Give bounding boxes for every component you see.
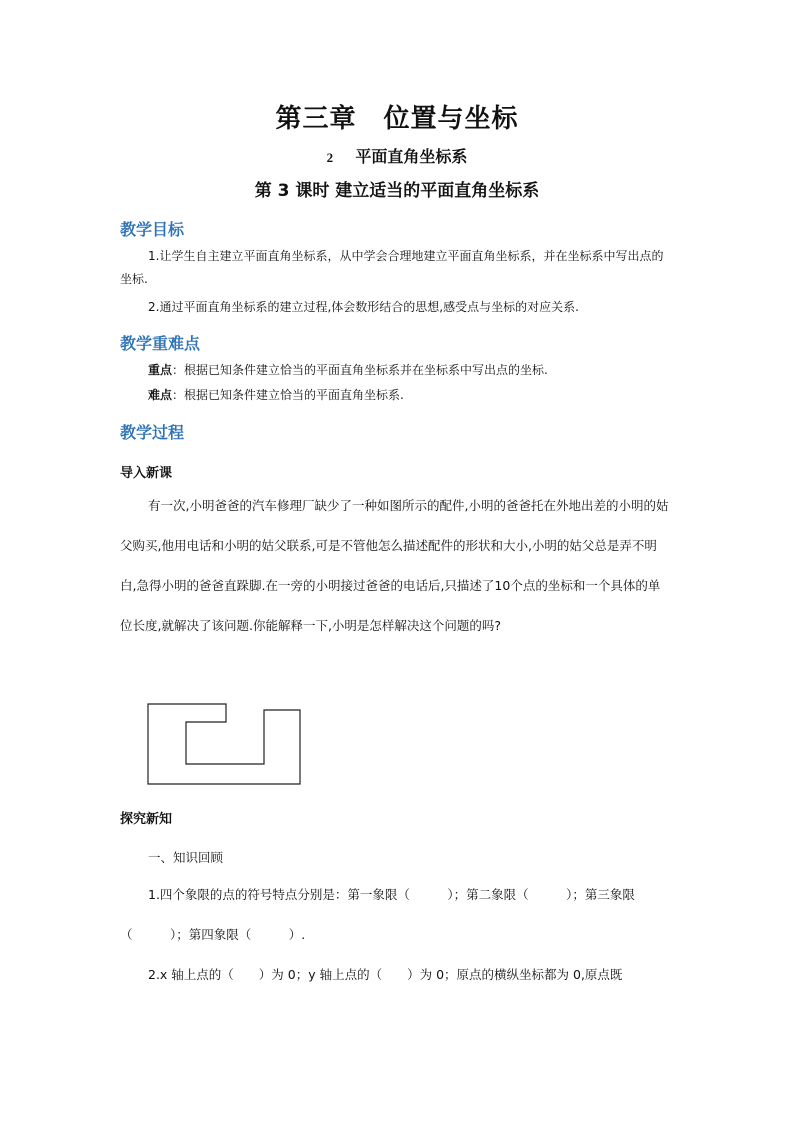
key-point <box>120 359 672 382</box>
hard-point <box>120 384 672 407</box>
goal-item-1: 1.让学生自主建立平面直角坐标系，从中学会合理地建立平面直角坐标系，并在坐标系中写出点的坐标. <box>120 249 664 286</box>
key-point-text: ：根据已知条件建立恰当的平面直角坐标系并在坐标系中写出点的坐标. <box>172 363 548 377</box>
lesson-title: 第 3 课时 建立适当的平面直角坐标系 <box>254 181 540 201</box>
part-figure <box>146 702 304 788</box>
section-title <box>0 144 794 167</box>
process-heading: 教学过程 <box>120 423 185 442</box>
chapter-title: 第三章 位置与坐标 <box>275 104 519 134</box>
section-number: 2 <box>326 150 334 165</box>
goal-item-2: 2.通过平面直角坐标系的建立过程,体会数形结合的思想,感受点与坐标的对应关系. <box>148 300 579 314</box>
part-outline <box>148 704 300 784</box>
intro-paragraph: 有一次,小明爸爸的汽车修理厂缺少了一种如图所示的配件,小明的爸爸托在外地出差的小明的姑父购买,他用电话和小明的姑父联系,可是不管他怎么描述配件的形状和大小,小明的姑父总是弄不明白,急得小明的爸爸直跺脚.在一旁的小明接过爸爸的电话后,只描述了10个点的坐标和一个具体的单位长度,就解决了该问题.你能解释一下,小明是怎样解决这个问题的吗? <box>120 498 669 633</box>
key-point-label: 重点 <box>148 363 173 377</box>
review-item-2: 2.x 轴上点的（ ）为 0；y 轴上点的（ ）为 0；原点的横纵坐标都为 0,原点既 <box>148 967 623 982</box>
section-name: 平面直角坐标系 <box>355 147 468 166</box>
review-item-1: 1.四个象限的点的符号特点分别是：第一象限（ ）；第二象限（ ）；第三象限（ ）；第四象限（ ）. <box>120 887 635 942</box>
hard-point-text: ：根据已知条件建立恰当的平面直角坐标系. <box>172 388 404 402</box>
explore-heading: 探究新知 <box>120 812 173 827</box>
hard-point-label: 难点 <box>148 388 173 402</box>
review-heading: 一、知识回顾 <box>148 850 224 865</box>
goals-heading: 教学目标 <box>120 220 185 239</box>
intro-heading: 导入新课 <box>120 466 173 481</box>
key-points-heading: 教学重难点 <box>120 334 201 353</box>
